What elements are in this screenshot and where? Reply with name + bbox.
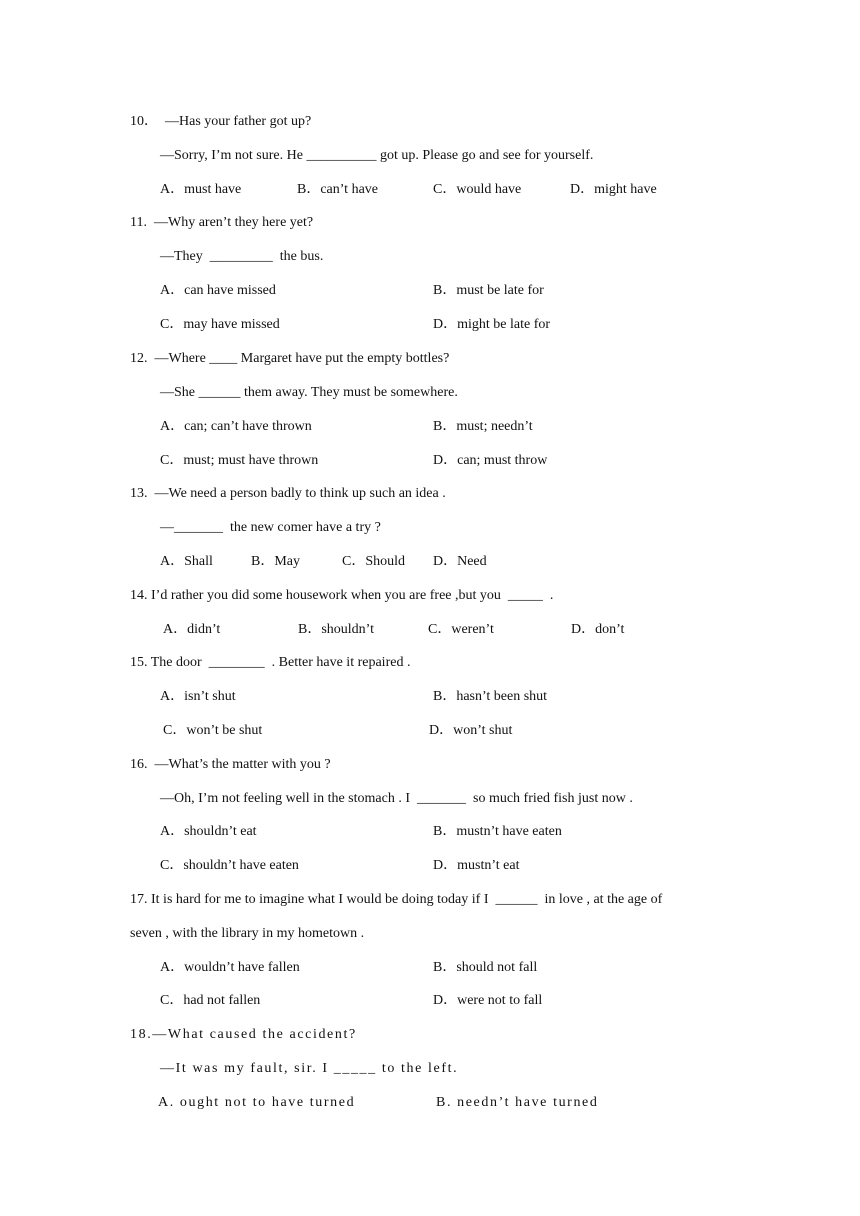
question-14-option-a: A．didn’t	[163, 622, 221, 637]
question-10-option-a: A．must have	[160, 182, 242, 197]
question-10-option-d: D．might have	[570, 182, 657, 197]
question-13-option-a: A．Shall	[160, 554, 213, 569]
question-13-option-d: D．Need	[433, 554, 487, 569]
question-17-stem: 17. It is hard for me to imagine what I would be doing today if I ______ in love , at the age of	[130, 892, 663, 907]
question-12-stem: 12. —Where ____ Margaret have put the empty bottles?	[130, 351, 450, 366]
question-12-option-d: D．can; must throw	[433, 453, 548, 468]
question-15-option-d: D．won’t shut	[429, 723, 513, 738]
question-15-stem: 15. The door ________ . Better have it repaired .	[130, 655, 411, 670]
question-16-option-b: B．mustn’t have eaten	[433, 824, 562, 839]
question-16-option-a: A．shouldn’t eat	[160, 824, 257, 839]
question-17-stem-continued: seven , with the library in my hometown .	[130, 926, 365, 941]
question-11-stem: 11. —Why aren’t they here yet?	[130, 215, 314, 230]
question-15-option-c: C．won’t be shut	[163, 723, 263, 738]
question-18-dialogue: —It was my fault, sir. I _____ to the left.	[160, 1061, 459, 1076]
question-14-option-c: C．weren’t	[428, 622, 494, 637]
question-13-dialogue: —_______ the new comer have a try ?	[160, 520, 381, 535]
question-17-option-d: D．were not to fall	[433, 993, 543, 1008]
question-11-dialogue: —They _________ the bus.	[160, 249, 324, 264]
question-13-stem: 13. —We need a person badly to think up such an idea .	[130, 486, 446, 501]
question-10-stem: 10． —Has your father got up?	[130, 114, 312, 129]
question-18-option-a: A. ought not to have turned	[158, 1095, 356, 1110]
question-11-option-b: B．must be late for	[433, 283, 544, 298]
question-14-stem: 14. I’d rather you did some housework when you are free ,but you _____ .	[130, 588, 554, 603]
question-16-option-c: C．shouldn’t have eaten	[160, 858, 299, 873]
question-10-option-b: B．can’t have	[297, 182, 378, 197]
question-12-dialogue: —She ______ them away. They must be somewhere.	[160, 385, 458, 400]
question-11-option-c: C．may have missed	[160, 317, 280, 332]
question-17-option-b: B．should not fall	[433, 960, 538, 975]
question-11-option-a: A．can have missed	[160, 283, 276, 298]
question-16-stem: 16. —What’s the matter with you ?	[130, 757, 331, 772]
question-13-option-c: C．Should	[342, 554, 406, 569]
question-12-option-c: C．must; must have thrown	[160, 453, 319, 468]
question-10-option-c: C．would have	[433, 182, 522, 197]
question-15-option-b: B．hasn’t been shut	[433, 689, 548, 704]
question-13-option-b: B．May	[251, 554, 300, 569]
question-12-option-a: A．can; can’t have thrown	[160, 419, 312, 434]
question-16-dialogue: —Oh, I’m not feeling well in the stomach . I _______ so much fried fish just now .	[160, 791, 633, 806]
question-17-option-c: C．had not fallen	[160, 993, 261, 1008]
question-14-option-d: D．don’t	[571, 622, 625, 637]
question-12-option-b: B．must; needn’t	[433, 419, 533, 434]
question-17-option-a: A．wouldn’t have fallen	[160, 960, 300, 975]
question-18-option-b: B. needn’t have turned	[436, 1095, 599, 1110]
question-16-option-d: D．mustn’t eat	[433, 858, 520, 873]
question-18-stem: 18.—What caused the accident?	[130, 1027, 357, 1042]
question-11-option-d: D．might be late for	[433, 317, 551, 332]
question-10-dialogue: —Sorry, I’m not sure. He __________ got up. Please go and see for yourself.	[160, 148, 594, 163]
question-15-option-a: A．isn’t shut	[160, 689, 236, 704]
question-14-option-b: B．shouldn’t	[298, 622, 374, 637]
